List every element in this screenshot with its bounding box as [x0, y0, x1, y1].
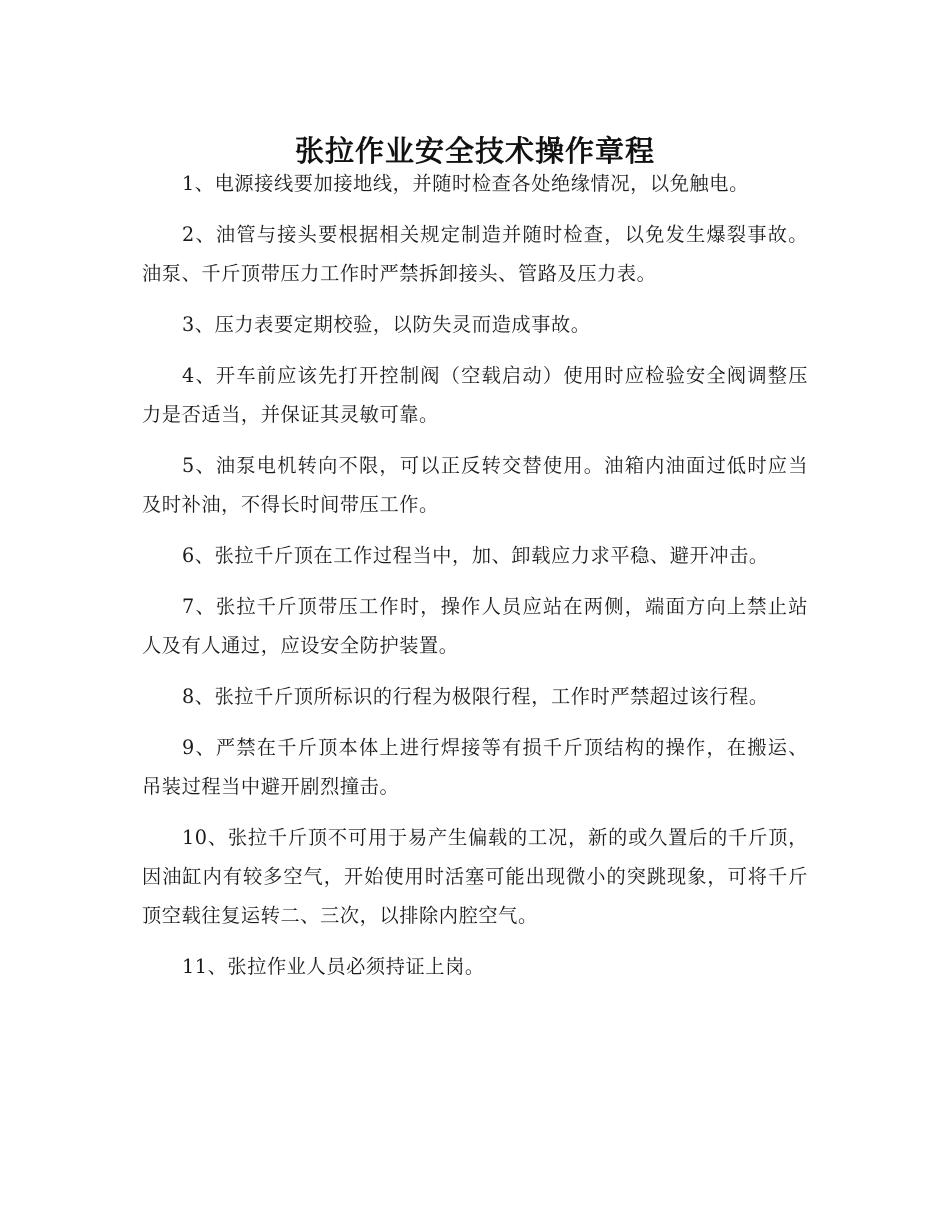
paragraph-3: 3、压力表要定期校验，以防失灵而造成事故。 — [182, 313, 591, 336]
paragraph-6: 6、张拉千斤顶在工作过程当中，加、卸载应力求平稳、避开冲击。 — [182, 544, 769, 567]
paragraph-7: 7、张拉千斤顶带压工作时，操作人员应站在两侧，端面方向上禁止站人及有人通过，应设安全防护装置。 — [142, 595, 808, 657]
paragraph-4: 4、开车前应该先打开控制阀（空载启动）使用时应检验安全阀调整压力是否适当，并保证其灵敏可靠。 — [142, 364, 808, 426]
paragraph-10: 10、张拉千斤顶不可用于易产生偏载的工况，新的或久置后的千斤顶，因油缸内有较多空气，开始使用时活塞可能出现微小的突跳现象，可将千斤顶空载往复运转二、三次，以排除内腔空气。 — [142, 826, 808, 927]
document-body — [142, 164, 808, 998]
paragraph-2: 2、油管与接头要根据相关规定制造并随时检查，以免发生爆裂事故。油泵、千斤顶带压力工作时严禁拆卸接头、管路及压力表。 — [142, 223, 808, 285]
paragraph-8: 8、张拉千斤顶所标识的行程为极限行程，工作时严禁超过该行程。 — [182, 685, 769, 708]
paragraph-11: 11、张拉作业人员必须持证上岗。 — [182, 955, 485, 978]
paragraph-1: 1、电源接线要加接地线，并随时检查各处绝缘情况，以免触电。 — [182, 172, 749, 195]
paragraph-5: 5、油泵电机转向不限，可以正反转交替使用。油箱内油面过低时应当及时补油，不得长时间带压工作。 — [142, 454, 808, 516]
paragraph-9: 9、严禁在千斤顶本体上进行焊接等有损千斤顶结构的操作，在搬运、吊装过程当中避开剧烈撞击。 — [142, 736, 808, 798]
document-title: 张拉作业安全技术操作章程 — [294, 134, 655, 169]
